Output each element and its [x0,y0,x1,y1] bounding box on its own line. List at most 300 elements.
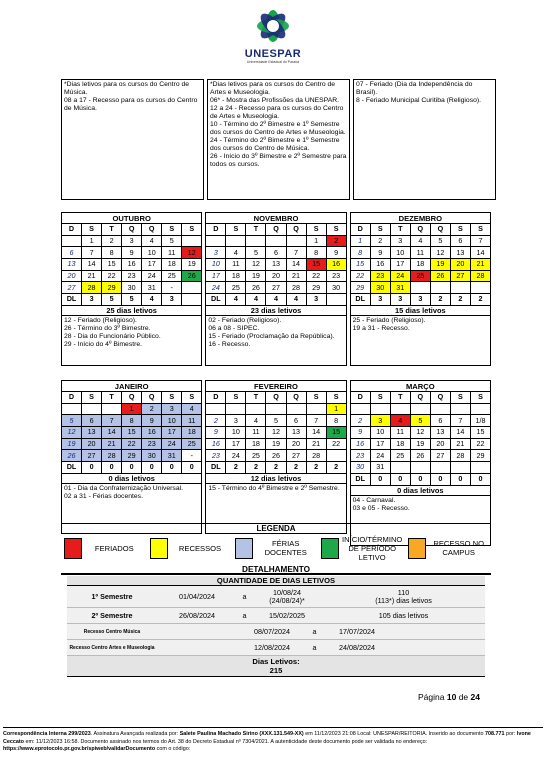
day-cell: 23 [142,438,162,450]
dl-value: 3 [370,294,390,306]
day-cell: 17 [162,427,182,439]
detail-subtitle: QUANTIDADE DE DIAS LETIVOS [67,576,485,586]
day-cell: 2 [102,235,122,247]
day-cell: 20 [450,259,470,271]
day-cell: 13 [430,427,450,439]
detail-days: 110 (113*) dias letivos [375,587,432,605]
dl-value: 5 [102,294,122,306]
legend-title: LEGENDA [61,523,491,533]
day-cell: 30 [350,462,370,474]
day-cell: 23 [350,450,370,462]
detail-row [67,624,485,640]
day-cell: - [182,450,202,462]
dl-value: 0 [182,462,202,474]
day-cell: 11 [182,415,202,427]
day-cell: 10 [206,259,226,271]
weekday-header: S [306,224,326,236]
day-cell: 1/8 [470,415,490,427]
weekday-header: S [306,392,326,404]
day-cell: 9 [326,247,346,259]
day-cell: 5 [410,415,430,427]
day-cell: 24 [390,270,410,282]
day-cell: 11 [162,247,182,259]
month-events: 15 - Término do 4º Bimestre e 2º Semestre. [205,484,346,534]
footer-text: por: [504,731,517,737]
day-cell [370,403,390,415]
day-cell: 2 [326,235,346,247]
footer-doc-number: 708.771 [485,731,505,737]
day-cell: 1 [326,403,346,415]
weekday-header: Q [122,392,142,404]
day-cell: 4 [226,247,246,259]
day-cell: 2 [370,235,390,247]
calendar-march [350,380,491,546]
weekday-header: Q [286,392,306,404]
month-events: 12 - Feriado (Religioso). 26 - Término do 3º Bimestre. 28 - Dia do Funcionário Público. 29 - Início do 4º Bimestre. [61,316,202,366]
weekday-header: S [182,224,202,236]
footer-validation-link[interactable]: https://www.eprotocolo.pr.gov.br/spiweb/validarDocumento [3,746,156,752]
dl-value: 0 [390,473,410,485]
day-cell: 21 [82,270,102,282]
dl-value: 2 [286,462,306,474]
day-cell: 26 [430,270,450,282]
day-cell: 30 [122,282,142,294]
weekday-header: Q [142,392,162,404]
detail-sep: a [312,627,317,636]
weekday-header: Q [266,392,286,404]
dl-value: 3 [162,294,182,306]
day-cell: 21 [306,438,326,450]
day-cell: 14 [286,259,306,271]
weekday-header: Q [430,224,450,236]
detail-sep: a [242,611,247,620]
detail-label: 1º Semestre [91,592,133,601]
day-cell: 7 [82,247,102,259]
day-cell: 16 [350,438,370,450]
weekday-header: T [246,392,266,404]
day-cell: 18 [182,427,202,439]
day-cell: 18 [410,259,430,271]
dl-value: 0 [102,462,122,474]
day-cell: 24 [206,282,226,294]
weekday-header: S [226,392,246,404]
signature-footer [3,727,543,754]
day-cell: 16 [206,438,226,450]
day-cell: 10 [390,247,410,259]
day-cell: 9 [206,427,226,439]
detail-section [61,564,491,677]
legend-swatch [235,538,253,559]
legend-swatch [321,538,339,559]
day-cell: 30 [370,282,390,294]
month-grid [205,391,346,474]
day-cell: 6 [450,235,470,247]
weekday-header: D [206,392,226,404]
day-cell: 13 [62,259,82,271]
month-events: 02 - Feriado (Religioso). 06 a 08 - SIPEC. 15 - Feriado (Proclamação da República). 16 - Recesso. [205,316,346,366]
day-cell: 22 [122,438,142,450]
day-cell: 2 [142,403,162,415]
page-total: 24 [470,692,480,702]
day-cell: 29 [102,282,122,294]
dl-value: 0 [122,462,142,474]
day-cell: 14 [450,427,470,439]
dl-value: 4 [226,294,246,306]
day-cell: 5 [266,415,286,427]
month-title: NOVEMBRO [205,212,346,223]
weekday-header: S [162,224,182,236]
day-cell: 1 [306,235,326,247]
legend-swatch [64,538,82,559]
day-cell: 22 [306,270,326,282]
total-label: Dias Letivos: [252,657,300,666]
day-cell: 26 [410,450,430,462]
weekday-header: T [102,224,122,236]
notes-row [61,79,496,200]
legend-row [61,533,491,563]
weekday-header: T [102,392,122,404]
dl-value: 2 [430,294,450,306]
day-cell: 22 [102,270,122,282]
day-cell: 23 [326,270,346,282]
month-total: 25 dias letivos [61,306,202,316]
day-cell: 11 [246,427,266,439]
day-cell: 24 [226,450,246,462]
day-cell [62,403,82,415]
day-cell: - [162,282,182,294]
day-cell: 16 [326,259,346,271]
legend-swatch [408,538,426,559]
day-cell [286,403,306,415]
day-cell: 30 [142,450,162,462]
day-cell: 8 [122,415,142,427]
detail-title: DETALHAMENTO [61,564,491,575]
day-cell: 19 [182,259,202,271]
day-cell: 15 [326,427,346,439]
day-cell [326,450,346,462]
month-grid [350,223,491,306]
org-name: UNESPAR [244,48,302,60]
detail-end: 10/08/24 (24/08/24)* [269,587,305,605]
dl-value: 3 [306,294,326,306]
day-cell: 29 [306,282,326,294]
day-cell [226,235,246,247]
dl-value: 2 [450,294,470,306]
day-cell [450,403,470,415]
dl-value: 2 [470,294,490,306]
month-title: JANEIRO [61,380,202,391]
footer-inserter: Ivone Ceccato [3,731,531,745]
day-cell [350,403,370,415]
legend-label: FÉRIAS DOCENTES [264,539,307,557]
calendar-row-2 [61,380,491,546]
note-box: *Dias letivos para os cursos do Centro de Música. 08 a 17 - Recesso para os cursos do Centro de Música. [61,79,204,200]
legend-label: FERIADOS [94,543,134,553]
day-cell: 20 [266,270,286,282]
day-cell: 25 [390,450,410,462]
weekday-header: D [350,224,370,236]
day-cell: 21 [450,438,470,450]
day-cell [430,282,450,294]
day-cell: 5 [62,415,82,427]
day-cell [410,403,430,415]
day-cell: 11 [226,259,246,271]
day-cell: 21 [470,259,490,271]
day-cell: 13 [286,427,306,439]
calendar-row-1 [61,212,491,366]
day-cell [390,403,410,415]
detail-label: Recesso Centro Música [83,628,141,635]
day-cell [430,462,450,474]
day-cell: 26 [266,450,286,462]
page-current: 10 [446,692,457,702]
day-cell: 23 [122,270,142,282]
detail-total [67,656,485,677]
detail-sep: a [242,592,247,601]
weekday-header: S [470,224,490,236]
day-cell: 18 [226,270,246,282]
day-cell: 2 [206,415,226,427]
legend-swatch [150,538,168,559]
footer-text: em: 11/12/2023 16:58. Documento assinado nos termos do Art. 38 do Decreto Estadual nº 7304/2021. A autenticidade deste documento pode ser validada no endereço: [23,738,428,745]
day-cell: 3 [390,235,410,247]
day-cell: 10 [162,415,182,427]
day-cell: 13 [82,427,102,439]
day-cell: 11 [410,247,430,259]
day-cell [450,462,470,474]
day-cell: 13 [450,247,470,259]
day-cell: 21 [102,438,122,450]
weekday-header: D [350,392,370,404]
day-cell: 28 [102,450,122,462]
month-grid [350,391,491,486]
day-cell: 25 [410,270,430,282]
detail-row [67,640,485,656]
day-cell [286,235,306,247]
day-cell: 25 [182,438,202,450]
day-cell: 2 [350,415,370,427]
day-cell [410,282,430,294]
weekday-header: T [390,224,410,236]
footer-text: em 11/12/2023 21:08 Local: UNESPAR/REITORIA. Inserido ao documento [303,731,486,737]
org-subtitle: Universidade Estadual do Paraná [246,60,300,64]
day-cell [102,403,122,415]
day-cell: 21 [286,270,306,282]
dl-value: 4 [142,294,162,306]
detail-days: 17/07/2024 [339,626,375,636]
weekday-header: S [370,224,390,236]
weekday-header: S [326,224,346,236]
dl-value: 3 [82,294,102,306]
day-cell: 1 [350,235,370,247]
dl-label: DL [350,473,370,485]
dl-value [326,294,346,306]
day-cell: 4 [390,415,410,427]
day-cell: 19 [430,259,450,271]
day-cell: 25 [226,282,246,294]
day-cell: 1 [122,403,142,415]
day-cell: 8 [306,247,326,259]
day-cell: 27 [450,270,470,282]
day-cell: 7 [102,415,122,427]
weekday-header: Q [430,392,450,404]
day-cell: 8 [350,247,370,259]
detail-start: 26/08/2024 [179,611,215,620]
day-cell: 6 [286,415,306,427]
weekday-header: S [450,224,470,236]
calendar-february [205,380,346,546]
weekday-header: Q [122,224,142,236]
weekday-header: Q [410,392,430,404]
day-cell [410,462,430,474]
day-cell: 17 [206,270,226,282]
day-cell: 19 [266,438,286,450]
day-cell: 15 [350,259,370,271]
weekday-header: Q [266,224,286,236]
day-cell: 7 [450,415,470,427]
weekday-header: S [162,392,182,404]
day-cell [206,235,226,247]
day-cell: 28 [286,282,306,294]
dl-value: 2 [226,462,246,474]
day-cell: 20 [82,438,102,450]
day-cell: 26 [246,282,266,294]
weekday-header: S [182,392,202,404]
day-cell: 7 [286,247,306,259]
day-cell: 15 [470,427,490,439]
day-cell: 24 [142,270,162,282]
day-cell: 15 [306,259,326,271]
day-cell: 19 [62,438,82,450]
dl-label: DL [62,462,82,474]
month-title: MARÇO [350,380,491,391]
day-cell: 19 [246,270,266,282]
day-cell [226,403,246,415]
day-cell: 9 [370,247,390,259]
dl-value: 0 [162,462,182,474]
day-cell: 4 [246,415,266,427]
day-cell: 24 [370,450,390,462]
footer-text: . Assinatura Avançada realizada por: [90,731,180,737]
day-cell: 25 [246,450,266,462]
day-cell: 8 [326,415,346,427]
day-cell: 28 [82,282,102,294]
day-cell: 12 [410,427,430,439]
dl-value: 2 [266,462,286,474]
dl-value: 5 [122,294,142,306]
dl-value: 2 [326,462,346,474]
calendar-october [61,212,202,366]
dl-value: 4 [246,294,266,306]
day-cell: 3 [162,403,182,415]
weekday-header: Q [286,224,306,236]
unespar-logo [238,4,308,74]
day-cell: 15 [122,427,142,439]
weekday-header: D [62,392,82,404]
weekday-header: S [82,392,102,404]
weekday-header: D [62,224,82,236]
month-total: 23 dias letivos [205,306,346,316]
day-cell [470,403,490,415]
day-cell: 5 [246,247,266,259]
day-cell: 17 [390,259,410,271]
day-cell: 12 [182,247,202,259]
dl-value: 3 [410,294,430,306]
day-cell: 14 [102,427,122,439]
day-cell: 7 [470,235,490,247]
weekday-header: S [226,224,246,236]
day-cell: 9 [122,247,142,259]
day-cell: 3 [122,235,142,247]
month-grid [61,391,202,474]
total-value: 215 [269,666,283,675]
day-cell: 26 [62,450,82,462]
day-cell: 8 [102,247,122,259]
day-cell: 31 [370,462,390,474]
day-cell: 28 [306,450,326,462]
day-cell [266,403,286,415]
footer-doc-ref: Correspondência Interna 299/2023 [3,731,91,737]
detail-days: 105 dias letivos [378,610,429,620]
day-cell: 13 [266,259,286,271]
weekday-header: S [370,392,390,404]
day-cell: 15 [102,259,122,271]
weekday-header: S [470,392,490,404]
day-cell: 22 [350,270,370,282]
day-cell: 10 [142,247,162,259]
month-total: 0 dias letivos [61,474,202,484]
day-cell: 12 [266,427,286,439]
day-cell: 18 [246,438,266,450]
month-events: 25 - Feriado (Religioso). 19 a 31 - Recesso. [350,316,491,366]
footer-text: com o código: [155,746,191,752]
dl-value: 2 [246,462,266,474]
day-cell: 17 [142,259,162,271]
day-cell: 29 [122,450,142,462]
month-events: 01 - Dia da Confraternização Universal. 02 a 31 - Férias docentes. [61,484,202,534]
day-cell: 6 [430,415,450,427]
day-cell [246,403,266,415]
month-events: 04 - Carnaval. 03 e 05 - Recesso. [350,496,491,546]
page-number [418,692,480,702]
day-cell: 22 [326,438,346,450]
month-grid [61,223,202,306]
dl-value: 0 [410,473,430,485]
weekday-header: S [450,392,470,404]
legend-label: RECESSO NO CAMPUS [433,539,484,557]
calendar-december [350,212,491,366]
detail-end: 12/08/2024 [254,642,290,652]
day-cell: 29 [470,450,490,462]
day-cell [62,235,82,247]
weekday-header: S [82,224,102,236]
logo-emblem-icon [251,4,295,48]
day-cell: 27 [430,450,450,462]
day-cell: 29 [350,282,370,294]
day-cell: 18 [390,438,410,450]
day-cell: 16 [370,259,390,271]
day-cell: 24 [162,438,182,450]
day-cell: 5 [162,235,182,247]
dl-value: 0 [470,473,490,485]
day-cell [470,462,490,474]
weekday-header: S [326,392,346,404]
month-title: OUTUBRO [61,212,202,223]
detail-end: 15/02/2025 [269,610,305,620]
weekday-header: T [390,392,410,404]
note-box: 07 - Feriado (Dia da Independência do Brasil). 8 - Feriado Municipal Curitiba (Religioso). [353,79,496,200]
legend-label: RECESSOS [178,543,222,553]
